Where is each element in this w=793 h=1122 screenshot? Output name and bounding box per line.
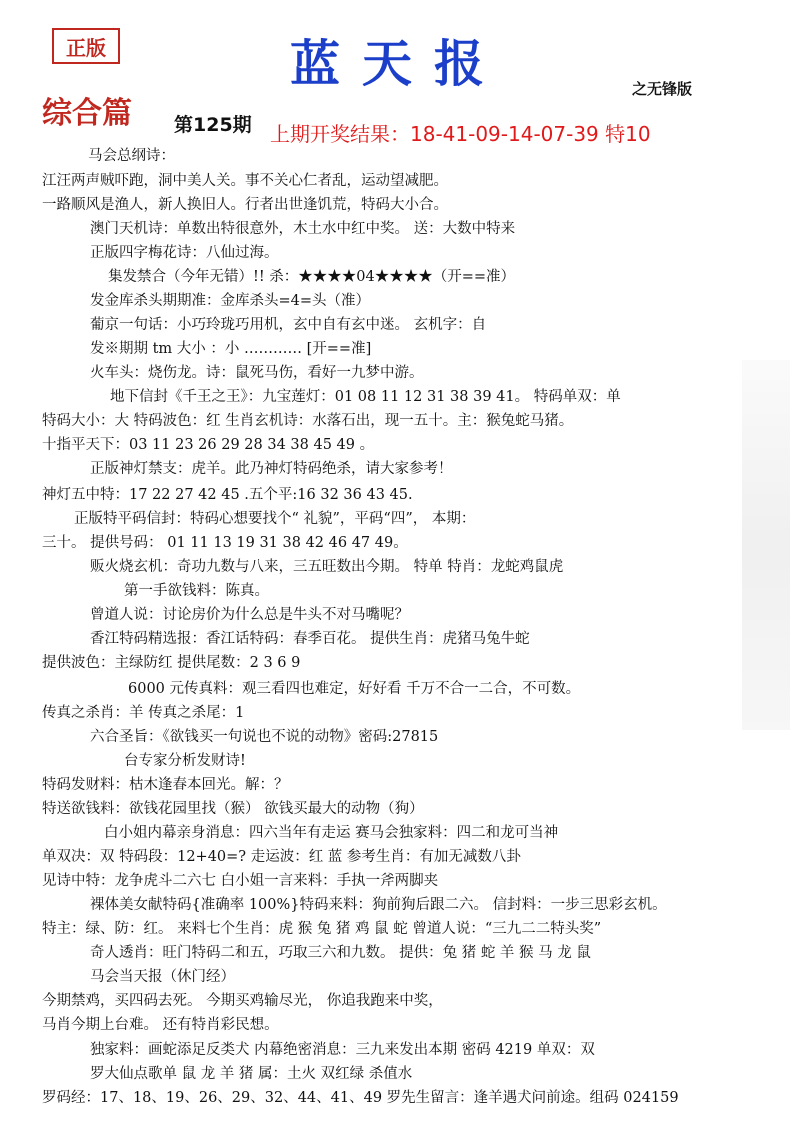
text-line: 裸体美女献特码{准确率 100%}特码来料：狗前狗后跟二六。 信封料：一步三思彩玄机。: [90, 897, 667, 913]
text-line: 白小姐内幕亲身消息：四六当年有走运 赛马会独家料：四二和龙可当神: [104, 825, 559, 841]
edition-label: 之无锋版: [632, 80, 693, 98]
text-line: 正版四字梅花诗：八仙过海。: [90, 245, 279, 261]
text-line: 罗大仙点歌单 鼠 龙 羊 猪 属：土火 双红绿 杀值水: [90, 1066, 413, 1082]
text-line: 正版特平码信封：特码心想要找个“ 礼貌”，平码“四”， 本期：: [74, 511, 476, 527]
text-line: 见诗中特：龙争虎斗二六七 白小姐一言来料：手执一斧两脚夹: [42, 873, 439, 889]
text-line: 江汪两声贼吓跑，洞中美人关。事不关心仁者乱，运动望减肥。: [42, 173, 448, 189]
text-line: 三十。 提供号码： 01 11 13 19 31 38 42 46 47 49。: [42, 535, 408, 551]
text-line: 独家料：画蛇添足反类犬 内幕绝密消息：三九来发出本期 密码 4219 单双：双: [90, 1042, 595, 1058]
text-line: 葡京一句话：小巧玲珑巧用机，玄中自有玄中迷。 玄机字：自: [90, 317, 487, 333]
section-title: 综合篇: [42, 96, 132, 131]
text-line: 贩火烧玄机：奇功九数与八来，三五旺数出今期。 特单 特肖：龙蛇鸡鼠虎: [90, 559, 564, 575]
genuine-stamp: 正版: [52, 28, 120, 64]
text-line: 正版神灯禁支：虎羊。此乃神灯特码绝杀，请大家参考！: [90, 461, 453, 477]
text-line: 神灯五中特：17 22 27 42 45 .五个平:16 32 36 43 45.: [42, 487, 413, 503]
issue-number: 第125期: [174, 114, 252, 136]
text-line: 6000 元传真料：观三看四也难定，好好看 千万不合一二合，不可数。: [128, 681, 581, 697]
text-line: 第一手欲钱料：陈真。: [124, 583, 269, 599]
text-line: 曾道人说：讨论房价为什么总是牛头不对马嘴呢？: [90, 607, 409, 623]
text-line: 提供波色：主绿防红 提供尾数：2 3 6 9: [42, 655, 301, 671]
text-line: 单双决：双 特码段：12+40=? 走运波：红 蓝 参考生肖：有加无减数八卦: [42, 849, 521, 865]
text-line: 火车头：烧伤龙。诗：鼠死马伤，看好一九梦中游。: [90, 365, 424, 381]
watermark-strip: [742, 360, 790, 730]
text-line: 地下信封《千王之王》：九宝莲灯：01 08 11 12 31 38 39 41。 特码单双：单: [110, 389, 621, 405]
text-line: 香江特码精选报：香江话特码：春季百花。 提供生肖：虎猪马兔牛蛇: [90, 631, 530, 647]
text-line: 马会总纲诗：: [88, 148, 175, 164]
text-line: 特码发财料：枯木逢春本回光。解：？: [42, 777, 289, 793]
text-line: 台专家分析发财诗!: [124, 753, 246, 769]
text-line: 发※期期 tm 大小 ：小 ………… [开==准]: [90, 341, 372, 357]
text-line: 罗码经：17、18、19、26、29、32、44、41、49 罗先生留言：逢羊遇犬问前途。组码 024159: [42, 1090, 679, 1106]
text-line: 特送欲钱料：欲钱花园里找（猴） 欲钱买最大的动物（狗）: [42, 801, 424, 817]
text-line: 十指平天下：03 11 23 26 29 28 34 38 45 49 。: [42, 437, 375, 453]
text-line: 澳门天机诗：单数出特很意外，木土水中红中奖。 送：大数中特来: [90, 221, 516, 237]
text-line: 传真之杀肖：羊 传真之杀尾：1: [42, 705, 245, 721]
text-line: 特主：绿、防：红。 来料七个生肖：虎 猴 兔 猪 鸡 鼠 蛇 曾道人说：“三九二二特头奖”: [42, 921, 602, 937]
text-line: 马肖今期上台难。 还有特肖彩民想。: [42, 1017, 279, 1033]
text-line: 马会当天报（休门经）: [90, 969, 235, 985]
text-line: 今期禁鸡，买四码去死。 今期买鸡输尽光， 你追我跑来中奖，: [42, 993, 443, 1009]
text-line: 集发禁合（今年无错）!! 杀：★★★★04★★★★（开==准）: [108, 269, 516, 285]
newspaper-title: 蓝天报: [290, 34, 506, 93]
text-line: 一路顺风是渔人，新人换旧人。行者出世逢饥荒，特码大小合。: [42, 197, 448, 213]
text-line: 奇人透肖：旺门特码二和五，巧取三六和九数。 提供：兔 猪 蛇 羊 猴 马 龙 鼠: [90, 945, 591, 961]
text-line: 六合圣旨：《欲钱买一句说也不说的动物》密码:27815: [90, 729, 439, 745]
text-line: 特码大小：大 特码波色：红 生肖玄机诗：水落石出，现一五十。主：猴兔蛇马猪。: [42, 413, 574, 429]
text-line: 发金库杀头期期准：金库杀头=4=头（准）: [90, 293, 371, 309]
last-draw-result: 上期开奖结果：18-41-09-14-07-39 特10: [270, 122, 651, 146]
